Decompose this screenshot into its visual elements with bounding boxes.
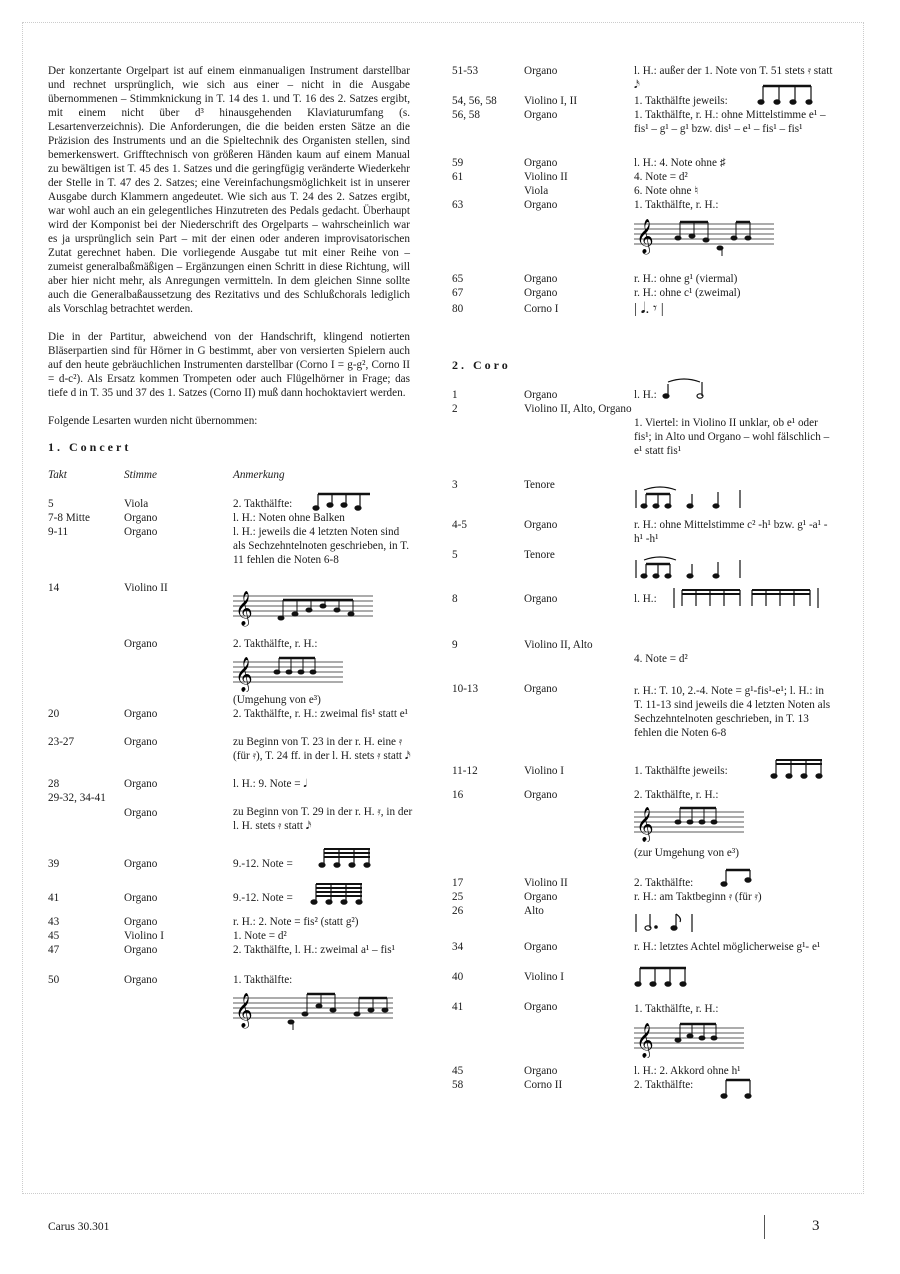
music-notation [634, 554, 764, 582]
music-staff [634, 1018, 744, 1058]
music-notation [318, 845, 378, 871]
svg-text:𝄞: 𝄞 [235, 591, 253, 626]
music-notation [757, 82, 817, 108]
music-staff [233, 986, 393, 1034]
section-1-table: 1. Concert Takt Stimme Anmerkung 5 Viola 2. Takthälfte: 7-8 Mitte Organo l. H.: Noten ohne Balken 9-11 Organo l. H.: jeweils die 4 letzten Noten sind als Sechzehntelnoten geschrieben, in T. 11 fehlen die Noten 6-8 14 Violino II 𝄞 Organo 2. Takthälfte, r. H.: 𝄞 (Umgehung von e³) 20 Organo 2. Takthälfte, r. H.: zweimal fis¹ statt e¹ 23-27 Organo zu Beginn von T. 23 in der r. H. eine 𝄿 (für 𝄿), T. 24 ff. in der l. H. stets 𝄿 statt 𝅘𝅥𝅯 28 Organo l. H.: 9. Note = 𝅘𝅥 29-32, 34-41 Organo zu Beginn von T. 29 in der r. H. 𝄿, in der l. H. stets 𝄿 statt 𝅘𝅥𝅯 39 Organo 9.-12. Note = 41 Organo 9.-12. Note = 43 Organo r. H.: 2. Note = fis² (statt g²) 45 Violino I 1. Note = d² 47 Organo 2. Takthälfte, l. H.: zweimal a¹ – fis¹ 50 Organo 1. Takthälfte: 𝄞 [48, 440, 410, 1260]
music-notation [720, 866, 760, 890]
section-2-title: 2. Coro [452, 358, 511, 372]
section-1-title: 1. Concert [48, 440, 132, 454]
music-notation [310, 880, 370, 906]
music-staff [634, 214, 774, 260]
svg-text:𝄞: 𝄞 [235, 993, 253, 1028]
music-notation [662, 374, 712, 400]
music-notation [634, 484, 764, 512]
music-staff [233, 652, 343, 692]
svg-text:𝄞: 𝄞 [636, 1023, 654, 1058]
svg-text:𝄞: 𝄞 [235, 657, 253, 692]
music-notation [770, 756, 830, 782]
music-notation [634, 910, 704, 934]
intro-paragraph-2: Die in der Partitur, abweichend von der Handschrift, klingend notierten Bläserpartien sind für Hörner in G bestimmt, aber von versierten Spielern auch auf den heute gebräuchlichen Instrumenten darstellbar (Corno I = g-g², Corno II = d-c²). Als Ersatz kommen Trompeten oder auch Flügelhörner in Frage; das tiefe d in T. 35 und 37 des 1. Satzes (Corno II) muß dann hochoktaviert werden. [48, 331, 410, 399]
left-column [48, 64, 413, 1260]
music-staff [233, 588, 373, 630]
page-number: 3 [812, 1218, 820, 1234]
intro-paragraph-3: Folgende Lesarten wurden nicht übernommen: [48, 415, 258, 427]
footer-divider [764, 1215, 765, 1239]
right-column: 51-53 Organo l. H.: außer der 1. Note von T. 51 stets 𝄿 statt 𝅘𝅥𝅯 54, 56, 58 Violino I, II 1. Takthälfte jeweils: 56, 58 Organo 1. Takthälfte, r. H.: ohne Mittelstimme e¹ – fis¹ – g¹ – g¹ bzw. dis¹ – e¹ – fis¹ – fis¹ 59 Organo l. H.: 4. Note ohne ♯ 61 Violino II 4. Note = d² Viola 6. Note ohne ♮ 63 Organo 1. Takthälfte, r. H.: 𝄞 65 Organo r. H.: ohne g¹ (viermal) 67 Organo r. H.: ohne c¹ (zweimal) 80 Corno I | 𝅘𝅥. 𝄾 | 2. Coro 1 Organo l. H.: 2 Violino II, Alto, Organo 1. Viertel: in Violino II unklar, ob e¹ oder fis¹; in Alto und Organo – wohl fälschlich – e¹ statt fis¹ 3 Tenore 4-5 Organo r. H.: ohne Mittelstimme c² -h¹ bzw. g¹ -a¹ -h¹ -h¹ 5 Tenore 8 Organo l. H.: 9 Violino II, Alto 4. Note = d² 10-13 Organo r. H.: T. 10, 2.-4. Note = g¹-fis¹-e¹; l. H.: in T. 11-13 sind jeweils die 4 letzten Noten als Sechzehntelnoten geschrieben, in T. 13 fehlen die Noten 6-8 11-12 Violino I 1. Takthälfte jeweils: 16 Organo 2. Takthälfte, r. H.: 𝄞 (zur Umgehung von e³) 17 Violino II 2. Takthälfte: 25 Organo r. H.: am Taktbeginn 𝄿 (für 𝄿) 26 Alto 34 Organo r. H.: letztes Achtel möglicherweise g¹- e¹ 40 Violino I 41 Organo 1. Takthälfte, r. H.: 𝄞 45 Organo l. H.: 2. Akkord ohne h¹ 58 Corno II 2. Takthälfte: [452, 64, 852, 1174]
music-notation [312, 490, 374, 512]
music-notation [634, 964, 694, 990]
music-notation [720, 1072, 760, 1102]
publisher-code: Carus 30.301 [48, 1221, 110, 1233]
svg-text:𝄞: 𝄞 [636, 807, 654, 842]
intro-paragraph-1: Der konzertante Orgelpart ist auf einem einmanualigen Instrument darstellbar und rechnet ursprünglich, wie sich aus einer – nicht in die Ausgabe übernommenen – Stimmknickung in T. 14 des 1. und T. 16 des 2. Satzes ergibt, mit einem nicht über d³ hinausgehenden Klaviaturumfang (s. Lesartenverzeichnis). Die Anforderungen, die die beiden ersten Sätze an die Präzision des Instruments und an die Spieltechnik des Organisten stellen, sind bemerkenswert. Grifftechnisch von größeren Händen kaum auf einem Manual zu bewältigen ist T. 45 des 1. Satzes und die geringfügig veränderte Wiederkehr der Stelle in T. 47 des 2. Satzes; eine Vereinfachungsmöglichkeit ist in unserer Ausgabe durch Klammern angedeutet. Wie sich aus T. 24 des 2. Satzes ergibt, war wohl auch an ein gelegentliches Hinzutreten des Pedals gedacht. Überhaupt wird der Komponist bei der Niederschrift des Orgelparts – wahrscheinlich war es ja ursprünglich sein Part – mit der einen oder anderen improvisatorischen Zutat gerechnet haben. Die vorliegende Ausgabe tut mit einer Reihe von – zumeist generalbaßmäßigen – Ergänzungen einen Schritt in diese Richtung, will aber hier nicht mehr, als Anregungen vermitteln. In dem gleichen Sinne sollte auch die Generalbaßaussetzung des Rezitativs und des Schlußchorals lediglich als Vorschlag betrachtet werden. [48, 65, 410, 315]
music-notation [672, 584, 822, 612]
music-staff [634, 802, 744, 842]
svg-text:𝄞: 𝄞 [636, 219, 654, 254]
